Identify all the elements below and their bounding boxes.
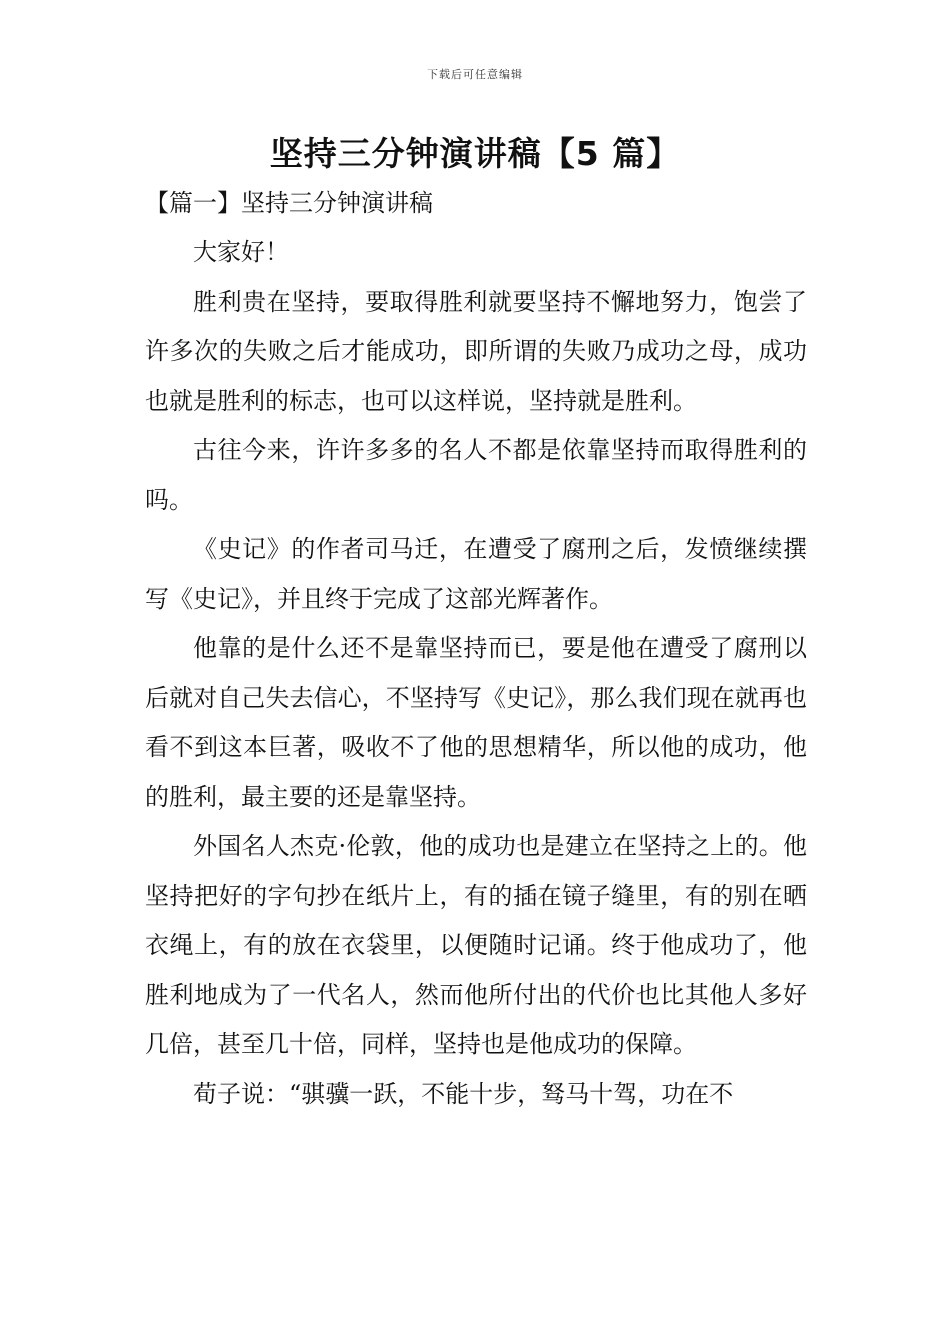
- section-heading: 【篇一】坚持三分钟演讲稿: [145, 189, 433, 217]
- paragraph: 他靠的是什么还不是靠坚持而已，要是他在遭受了腐刑以后就对自己失去信心，不坚持写《史记》，那么我们现在就再也看不到这本巨著，吸收不了他的思想精华，所以他的成功，他的胜利，最主要的还是靠坚持。: [145, 634, 807, 811]
- paragraph: 荀子说：“骐骥一跃，不能十步，驽马十驾，功在不: [193, 1079, 734, 1108]
- body-text: [145, 228, 807, 1119]
- paragraph: 胜利贵在坚持，要取得胜利就要坚持不懈地努力，饱尝了许多次的失败之后才能成功，即所谓的失败乃成功之母，成功也就是胜利的标志，也可以这样说，坚持就是胜利。: [145, 287, 807, 415]
- paragraph: 大家好！: [193, 238, 289, 266]
- paragraph: 外国名人杰克·伦敦，他的成功也是建立在坚持之上的。他坚持把好的字句抄在纸片上，有的插在镜子缝里，有的别在晒衣绳上，有的放在衣袋里，以便随时记诵。终于他成功了，他胜利地成为了一代名人，然而他所付出的代价也比其他人多好几倍，甚至几十倍，同样，坚持也是他成功的保障。: [145, 832, 807, 1058]
- document-title: 坚持三分钟演讲稿【5 篇】: [269, 134, 681, 173]
- header-note: 下载后可任意编辑: [427, 68, 523, 81]
- paragraph: 古往今来，许许多多的名人不都是依靠坚持而取得胜利的吗。: [145, 436, 807, 514]
- paragraph: 《史记》的作者司马迁，在遭受了腐刑之后，发愤继续撰写《史记》，并且终于完成了这部光辉著作。: [145, 535, 807, 613]
